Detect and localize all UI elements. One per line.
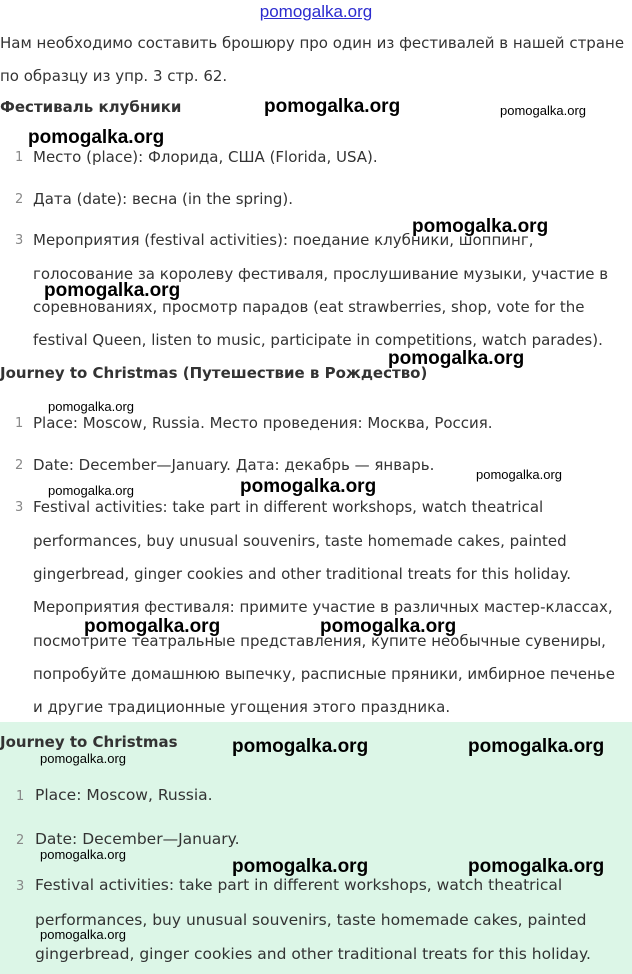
- list-item-line: соревнованиях, просмотр парадов (eat strawberries, shop, vote for the: [33, 298, 585, 316]
- list-item-line: Мероприятия фестиваля: примите участие в различных мастер-классах,: [33, 598, 613, 616]
- list-item-line: попробуйте домашнюю выпечку, расписные пряники, имбирное печенье: [33, 665, 615, 683]
- section-heading-christmas-en: Journey to Christmas: [0, 733, 178, 751]
- list-item-line: Place: Moscow, Russia.: [35, 786, 213, 804]
- list-item-line: Festival activities: take part in different workshops, watch theatrical: [35, 876, 563, 894]
- watermark: pomogalka.org: [412, 216, 549, 237]
- intro-line-2: по образцу из упр. 3 стр. 62.: [0, 67, 228, 85]
- watermark: pomogalka.org: [40, 847, 126, 862]
- watermark: pomogalka.org: [44, 280, 181, 301]
- list-number: 3: [15, 500, 24, 515]
- section-heading-strawberry: Фестиваль клубники: [0, 98, 182, 116]
- watermark: pomogalka.org: [468, 856, 605, 877]
- list-number: 1: [15, 416, 24, 431]
- watermark: pomogalka.org: [48, 399, 134, 414]
- list-number: 3: [15, 233, 24, 248]
- list-item-line: голосование за королеву фестиваля, прослушивание музыки, участие в: [33, 265, 609, 283]
- list-item-line: и другие традиционные угощения этого праздника.: [33, 698, 451, 716]
- watermark: pomogalka.org: [476, 467, 562, 482]
- intro-line-1: Нам необходимо составить брошюру про один из фестивалей в нашей стране: [0, 34, 625, 52]
- list-number: 2: [16, 833, 25, 848]
- watermark: pomogalka.org: [232, 736, 369, 757]
- list-number: 1: [16, 789, 25, 804]
- list-item-line: Место (place): Флорида, США (Florida, USA).: [33, 148, 378, 166]
- watermark: pomogalka.org: [48, 483, 134, 498]
- watermark: pomogalka.org: [264, 96, 401, 117]
- list-item-line: Date: December—January. Дата: декабрь — январь.: [33, 456, 435, 474]
- list-item-line: Date: December—January.: [35, 830, 240, 848]
- watermark: pomogalka.org: [232, 856, 369, 877]
- list-number: 1: [15, 150, 24, 165]
- list-item-line: festival Queen, listen to music, participate in competitions, watch parades).: [33, 331, 603, 349]
- list-item-line: Festival activities: take part in different workshops, watch theatrical: [33, 498, 544, 516]
- watermark: pomogalka.org: [388, 348, 525, 369]
- list-number: 3: [16, 879, 25, 894]
- list-item-line: performances, buy unusual souvenirs, taste homemade cakes, painted: [35, 911, 587, 929]
- watermark: pomogalka.org: [468, 736, 605, 757]
- list-number: 2: [15, 192, 24, 207]
- watermark: pomogalka.org: [240, 476, 377, 497]
- list-number: 2: [15, 458, 24, 473]
- list-item-line: Дата (date): весна (in the spring).: [33, 190, 294, 208]
- watermark: pomogalka.org: [320, 616, 457, 637]
- watermark: pomogalka.org: [40, 927, 126, 942]
- watermark: pomogalka.org: [28, 127, 165, 148]
- list-item-line: performances, buy unusual souvenirs, taste homemade cakes, painted: [33, 532, 567, 550]
- site-title-link[interactable]: pomogalka.org: [259, 2, 373, 21]
- list-item-line: Мероприятия (festival activities): поедание клубники, шоппинг,: [33, 231, 534, 249]
- list-item-line: gingerbread, ginger cookies and other traditional treats for this holiday.: [33, 565, 571, 583]
- list-item-line: Place: Moscow, Russia. Место проведения: Москва, Россия.: [33, 414, 493, 432]
- watermark: pomogalka.org: [500, 103, 586, 118]
- list-item-line: gingerbread, ginger cookies and other traditional treats for this holiday.: [35, 945, 591, 963]
- list-item-line: посмотрите театральные представления, купите необычные сувениры,: [33, 632, 606, 650]
- watermark: pomogalka.org: [40, 751, 126, 766]
- watermark: pomogalka.org: [84, 616, 221, 637]
- section-heading-christmas-ru: Journey to Christmas (Путешествие в Рождество): [0, 364, 428, 382]
